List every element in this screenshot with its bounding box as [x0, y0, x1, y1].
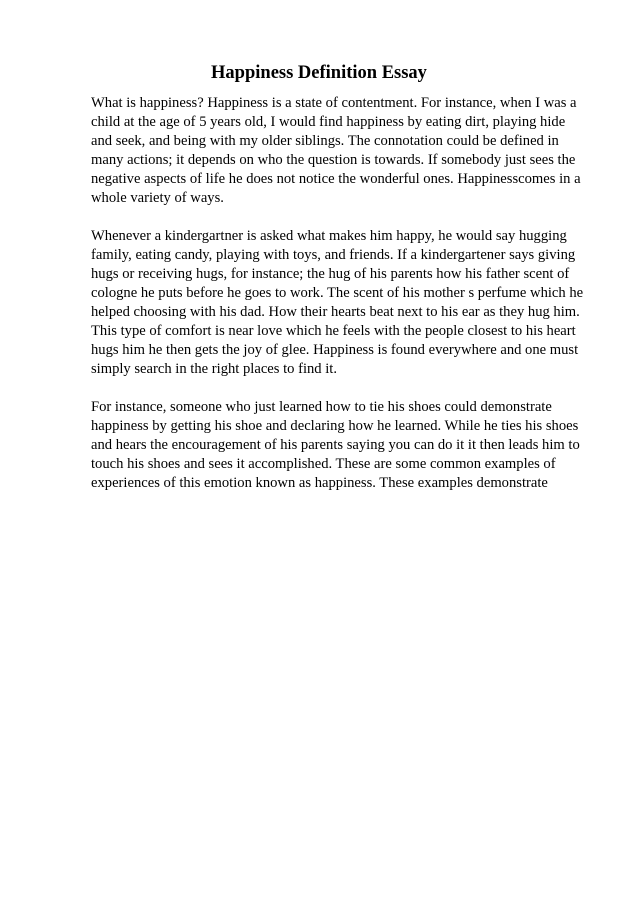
- paragraph-3: [91, 398, 591, 493]
- text-line: whole variety of ways.: [91, 190, 224, 206]
- text-line: cologne he puts before he goes to work. The scent of his mother s perfume which he: [91, 285, 584, 301]
- text-line: and seek, and being with my older siblings. The connotation could be defined in: [91, 133, 559, 149]
- text-line: For instance, someone who just learned how to tie his shoes could demonstrate: [91, 399, 552, 415]
- document-title: Happiness Definition Essay: [211, 63, 427, 83]
- text-line: hugs or receiving hugs, for instance; the hug of his parents how his father scent of: [91, 266, 570, 282]
- text-line: family, eating candy, playing with toys, and friends. If a kindergartener says giving: [91, 247, 576, 263]
- paragraph-2: [91, 227, 591, 379]
- text-line: negative aspects of life he does not notice the wonderful ones. Happinesscomes in a: [91, 171, 581, 187]
- essay-body: [91, 94, 591, 512]
- text-line: touch his shoes and sees it accomplished. These are some common examples of: [91, 456, 556, 472]
- text-line: This type of comfort is near love which he feels with the people closest to his heart: [91, 323, 576, 339]
- text-line: What is happiness? Happiness is a state of contentment. For instance, when I was a: [91, 95, 577, 111]
- text-line: and hears the encouragement of his parents saying you can do it it then leads him to: [91, 437, 580, 453]
- text-line: many actions; it depends on who the question is towards. If somebody just sees the: [91, 152, 576, 168]
- text-line: Whenever a kindergartner is asked what makes him happy, he would say hugging: [91, 228, 567, 244]
- text-line: simply search in the right places to find it.: [91, 361, 338, 377]
- text-line: hugs him he then gets the joy of glee. Happiness is found everywhere and one must: [91, 342, 579, 358]
- paragraph-1: [91, 94, 591, 208]
- text-line: child at the age of 5 years old, I would find happiness by eating dirt, playing hide: [91, 114, 566, 130]
- text-line: happiness by getting his shoe and declaring how he learned. While he ties his shoes: [91, 418, 579, 434]
- text-line: experiences of this emotion known as happiness. These examples demonstrate: [91, 475, 548, 491]
- text-line: helped choosing with his dad. How their hearts beat next to his ear as they hug him.: [91, 304, 580, 320]
